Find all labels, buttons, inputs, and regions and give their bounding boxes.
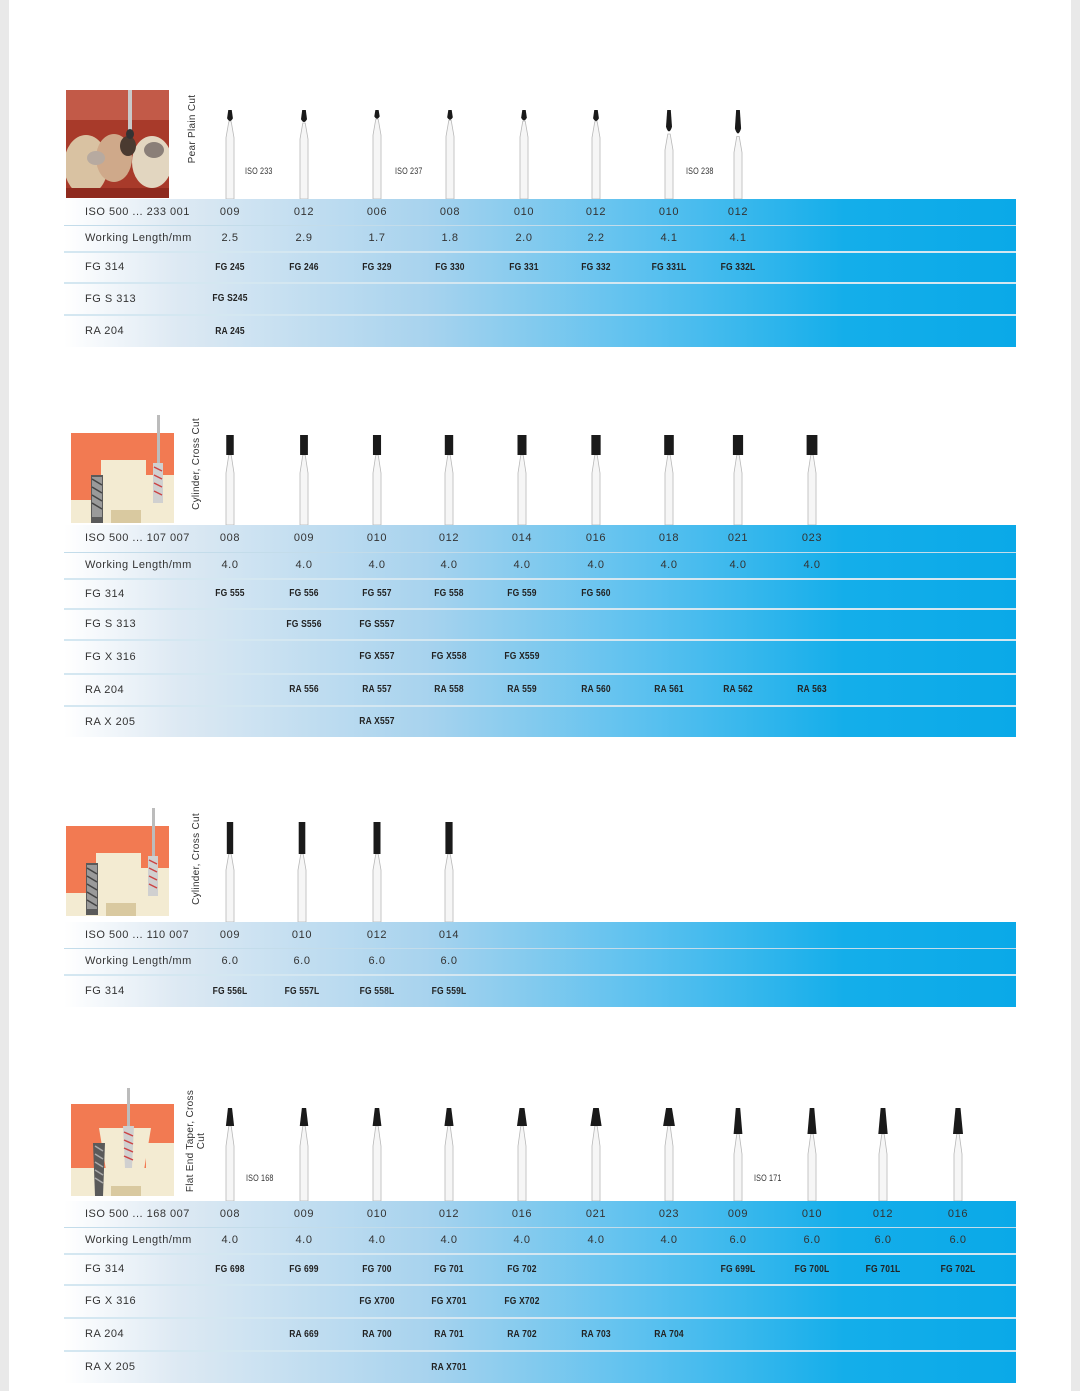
spec-cell: 012 xyxy=(727,206,749,218)
spec-cell: 009 xyxy=(293,532,315,544)
iso-label: ISO 168 xyxy=(246,1173,274,1183)
spec-cell: 4.0 xyxy=(440,559,458,571)
spec-cell: RA 562 xyxy=(723,684,753,695)
spec-cell: FG 701L xyxy=(865,1264,901,1275)
side-label-pear: Pear Plain Cut xyxy=(187,94,198,164)
spec-cell: FG X702 xyxy=(504,1296,540,1307)
catalog-page xyxy=(9,0,1071,1391)
spec-cell: 4.0 xyxy=(368,559,386,571)
spec-cell: 4.1 xyxy=(729,232,747,244)
spec-cell: 008 xyxy=(439,206,461,218)
iso-label: ISO 171 xyxy=(754,1173,782,1183)
spec-cell: 012 xyxy=(872,1208,894,1220)
spec-cell: 6.0 xyxy=(949,1234,967,1246)
spec-cell: FG 699 xyxy=(289,1264,319,1275)
spec-cell: 2.0 xyxy=(515,232,533,244)
spec-cell: FG S556 xyxy=(286,619,322,630)
spec-cell: 4.0 xyxy=(803,559,821,571)
row-label: FG S 313 xyxy=(85,618,137,630)
row-label: FG 314 xyxy=(85,588,125,600)
spec-cell: FG 558 xyxy=(434,588,464,599)
spec-cell: 010 xyxy=(513,206,535,218)
spec-cell: FG 246 xyxy=(289,262,319,273)
side-label-taper: Flat End Taper, Cross Cut xyxy=(185,1089,207,1193)
spec-cell: 014 xyxy=(438,929,460,941)
spec-cell: 4.0 xyxy=(729,559,747,571)
spec-cell: FG 702L xyxy=(940,1264,976,1275)
spec-cell: 4.0 xyxy=(587,1234,605,1246)
spec-cell: 016 xyxy=(947,1208,969,1220)
spec-cell: 2.9 xyxy=(295,232,313,244)
bur-illustration xyxy=(220,1108,240,1206)
row-label: FG 314 xyxy=(85,985,125,997)
spec-cell: RA 561 xyxy=(654,684,684,695)
bur-illustration xyxy=(439,1108,459,1206)
spec-cell: RA 669 xyxy=(289,1329,319,1340)
row-label: FG X 316 xyxy=(85,651,137,663)
spec-row xyxy=(64,1319,1016,1352)
spec-cell: 4.0 xyxy=(513,559,531,571)
spec-cell: 4.0 xyxy=(660,1234,678,1246)
spec-cell: 4.0 xyxy=(440,1234,458,1246)
spec-cell: 2.5 xyxy=(221,232,239,244)
spec-cell: FG 559 xyxy=(507,588,537,599)
spec-cell: 1.7 xyxy=(368,232,386,244)
spec-cell: FG X701 xyxy=(431,1296,467,1307)
bur-illustration xyxy=(367,1108,387,1206)
spec-row xyxy=(64,1286,1016,1319)
bur-illustration xyxy=(586,1108,606,1206)
spec-cell: 6.0 xyxy=(293,955,311,967)
row-label: FG 314 xyxy=(85,1263,125,1275)
spec-cell: 016 xyxy=(585,532,607,544)
row-label: FG S 313 xyxy=(85,293,137,305)
bur-illustration xyxy=(873,1108,893,1206)
spec-cell: 012 xyxy=(438,532,460,544)
spec-cell: 023 xyxy=(658,1208,680,1220)
spec-cell: 4.0 xyxy=(221,1234,239,1246)
spec-cell: 009 xyxy=(219,929,241,941)
row-label: ISO 500 ... 168 007 xyxy=(85,1208,190,1220)
spec-cell: RA 701 xyxy=(434,1329,464,1340)
row-label: ISO 500 ... 110 007 xyxy=(85,929,190,941)
spec-cell: 4.0 xyxy=(295,559,313,571)
row-label: RA X 205 xyxy=(85,716,136,728)
spec-cell: RA 557 xyxy=(362,684,392,695)
spec-cell: 008 xyxy=(219,1208,241,1220)
spec-cell: 009 xyxy=(219,206,241,218)
row-label: Working Length/mm xyxy=(85,1234,192,1246)
spec-cell: RA 556 xyxy=(289,684,319,695)
spec-cell: FG X558 xyxy=(431,651,467,662)
spec-cell: FG 700 xyxy=(362,1264,392,1275)
spec-cell: RA 702 xyxy=(507,1329,537,1340)
spec-cell: 4.0 xyxy=(587,559,605,571)
spec-cell: FG 699L xyxy=(720,1264,756,1275)
spec-cell: RA 704 xyxy=(654,1329,684,1340)
bur-illustration xyxy=(802,1108,822,1206)
spec-cell: FG 330 xyxy=(435,262,465,273)
spec-cell: FG X700 xyxy=(359,1296,395,1307)
spec-cell: FG 701 xyxy=(434,1264,464,1275)
iso-label: ISO 233 xyxy=(245,166,273,176)
iso-label: ISO 238 xyxy=(686,166,714,176)
spec-cell: 010 xyxy=(366,532,388,544)
spec-cell: RA 700 xyxy=(362,1329,392,1340)
spec-cell: 008 xyxy=(219,532,241,544)
spec-cell: 4.0 xyxy=(660,559,678,571)
spec-cell: 4.1 xyxy=(660,232,678,244)
spec-cell: RA 559 xyxy=(507,684,537,695)
spec-cell: FG 558L xyxy=(359,986,395,997)
row-label: RA 204 xyxy=(85,684,125,696)
spec-cell: FG 331 xyxy=(509,262,539,273)
spec-cell: 4.0 xyxy=(295,1234,313,1246)
iso-label: ISO 237 xyxy=(395,166,423,176)
spec-cell: RA 563 xyxy=(797,684,827,695)
spec-cell: 6.0 xyxy=(803,1234,821,1246)
bur-illustration xyxy=(659,1108,679,1206)
spec-cell: FG X557 xyxy=(359,651,395,662)
spec-cell: RA X701 xyxy=(431,1362,467,1373)
spec-cell: FG 698 xyxy=(215,1264,245,1275)
spec-cell: 012 xyxy=(366,929,388,941)
row-label: FG X 316 xyxy=(85,1295,137,1307)
spec-cell: FG 556L xyxy=(212,986,248,997)
spec-cell: FG X559 xyxy=(504,651,540,662)
bur-illustration xyxy=(948,1108,968,1206)
row-label: RA X 205 xyxy=(85,1361,136,1373)
row-label: Working Length/mm xyxy=(85,232,192,244)
spec-cell: 021 xyxy=(585,1208,607,1220)
section-flat-end-taper xyxy=(9,0,1071,1391)
spec-cell: 014 xyxy=(511,532,533,544)
spec-row xyxy=(64,1255,1016,1286)
spec-cell: FG 557L xyxy=(284,986,320,997)
spec-cell: 010 xyxy=(291,929,313,941)
row-label: Working Length/mm xyxy=(85,955,192,967)
side-label-cylinder: Cylinder, Cross Cut xyxy=(191,418,202,510)
spec-cell: 012 xyxy=(293,206,315,218)
spec-cell: FG S557 xyxy=(359,619,395,630)
row-label: RA 204 xyxy=(85,1328,125,1340)
spec-cell: 4.0 xyxy=(368,1234,386,1246)
spec-cell: 023 xyxy=(801,532,823,544)
bur-illustration xyxy=(294,1108,314,1206)
spec-cell: FG 557 xyxy=(362,588,392,599)
spec-row xyxy=(64,1228,1016,1255)
spec-cell: FG S245 xyxy=(212,293,248,304)
spec-cell: 2.2 xyxy=(587,232,605,244)
spec-cell: 010 xyxy=(366,1208,388,1220)
spec-cell: 009 xyxy=(293,1208,315,1220)
spec-cell: RA X557 xyxy=(359,716,395,727)
spec-cell: FG 331L xyxy=(651,262,687,273)
spec-table xyxy=(64,1201,1016,1383)
spec-cell: FG 556 xyxy=(289,588,319,599)
spec-cell: 4.0 xyxy=(513,1234,531,1246)
bur-illustration xyxy=(728,1108,748,1206)
spec-cell: RA 703 xyxy=(581,1329,611,1340)
spec-cell: RA 245 xyxy=(215,326,245,337)
row-label: ISO 500 ... 233 001 xyxy=(85,206,190,218)
row-label: ISO 500 ... 107 007 xyxy=(85,532,190,544)
spec-cell: 021 xyxy=(727,532,749,544)
spec-cell: FG 560 xyxy=(581,588,611,599)
spec-cell: 018 xyxy=(658,532,680,544)
spec-cell: 010 xyxy=(801,1208,823,1220)
spec-cell: FG 555 xyxy=(215,588,245,599)
spec-cell: 6.0 xyxy=(368,955,386,967)
spec-cell: FG 245 xyxy=(215,262,245,273)
spec-cell: 6.0 xyxy=(729,1234,747,1246)
spec-cell: 016 xyxy=(511,1208,533,1220)
row-label: RA 204 xyxy=(85,325,125,337)
spec-cell: RA 558 xyxy=(434,684,464,695)
spec-cell: 012 xyxy=(585,206,607,218)
spec-cell: 009 xyxy=(727,1208,749,1220)
spec-cell: 012 xyxy=(438,1208,460,1220)
spec-cell: FG 700L xyxy=(794,1264,830,1275)
product-photo-taper xyxy=(71,1088,174,1196)
bur-illustration xyxy=(512,1108,532,1206)
spec-cell: 6.0 xyxy=(440,955,458,967)
row-label: Working Length/mm xyxy=(85,559,192,571)
spec-cell: 010 xyxy=(658,206,680,218)
spec-cell: 6.0 xyxy=(221,955,239,967)
spec-cell: FG 332 xyxy=(581,262,611,273)
spec-cell: FG 559L xyxy=(431,986,467,997)
spec-cell: 4.0 xyxy=(221,559,239,571)
spec-cell: 006 xyxy=(366,206,388,218)
spec-cell: 6.0 xyxy=(874,1234,892,1246)
spec-cell: FG 329 xyxy=(362,262,392,273)
spec-cell: FG 332L xyxy=(720,262,756,273)
spec-cell: RA 560 xyxy=(581,684,611,695)
spec-row xyxy=(64,1352,1016,1383)
spec-cell: FG 702 xyxy=(507,1264,537,1275)
side-label-cylinder-long: Cylinder, Cross Cut xyxy=(191,813,202,905)
row-label: FG 314 xyxy=(85,261,125,273)
spec-row xyxy=(64,1201,1016,1228)
spec-cell: 1.8 xyxy=(441,232,459,244)
